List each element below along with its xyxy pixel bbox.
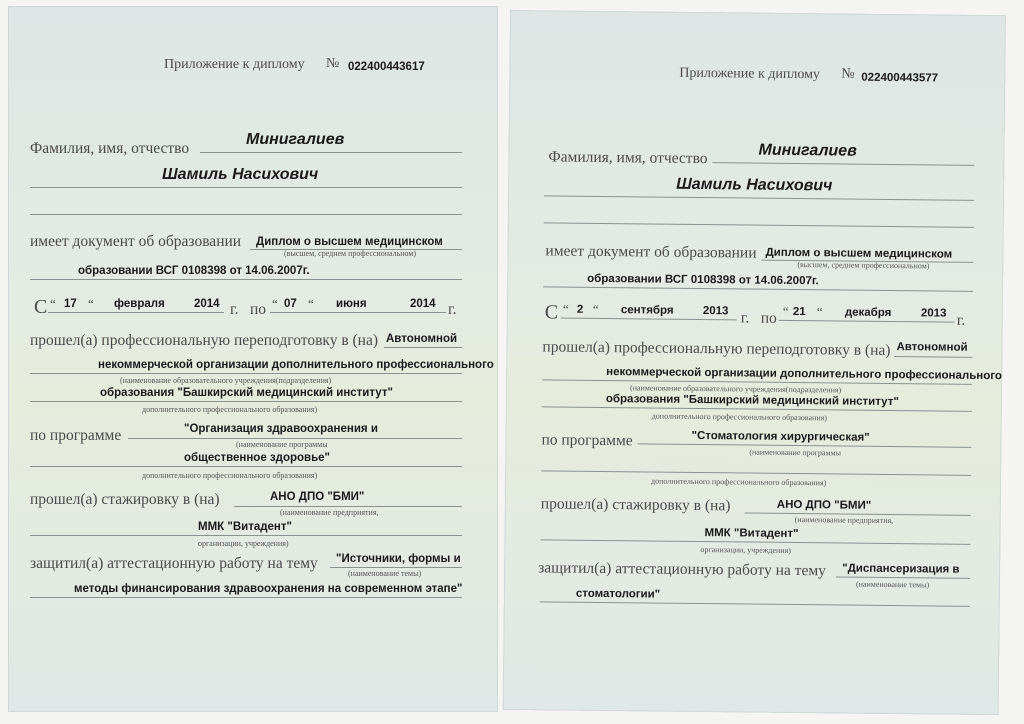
number-sign: №: [841, 66, 855, 82]
document-line-1: Диплом о высшем медицинском: [765, 246, 953, 261]
appendix-number: 022400443617: [348, 61, 425, 73]
retraining-label: прошел(а) профессиональную переподготовку в (на): [30, 332, 379, 349]
number-sign: №: [326, 56, 340, 71]
document-hint: (высшем, среднем профессиональном): [797, 260, 930, 271]
thesis-line-1: "Источники, формы и: [336, 553, 461, 565]
program-line-2: общественное здоровье": [184, 452, 331, 464]
surname: Минигалиев: [246, 131, 345, 148]
from-label: С: [34, 296, 48, 318]
year-suffix: г.: [740, 309, 750, 327]
to-label: по: [760, 309, 777, 327]
internship-hint-2: организации, учреждения): [198, 539, 289, 548]
end-day: 21: [792, 305, 806, 319]
quote-mark: “: [50, 296, 56, 311]
thesis-line-2: стоматологии": [575, 587, 661, 601]
internship-hint-2: организации, учреждения): [700, 545, 791, 555]
thesis-label: защитил(а) аттестационную работу на тему: [538, 559, 827, 580]
internship-organization: ММК "Витадент": [198, 521, 292, 533]
start-month: февраля: [114, 298, 165, 310]
start-year: 2014: [194, 298, 220, 310]
organization-hint-2: дополнительного профессионального образования): [142, 405, 318, 414]
year-suffix: г.: [956, 311, 966, 329]
quote-mark: “: [272, 296, 278, 311]
program-label: по программе: [30, 427, 122, 444]
quote-mark: “: [816, 304, 823, 320]
end-day: 07: [284, 298, 297, 310]
organization-line-3: образования "Башкирский медицинский институт": [100, 387, 393, 399]
internship-hint: (наименование предприятия,: [280, 508, 379, 517]
program-hint: (наименование программы: [236, 440, 328, 449]
surname: Минигалиев: [758, 141, 857, 160]
year-suffix: г.: [448, 301, 457, 318]
start-day: 17: [64, 298, 77, 310]
thesis-line-2: методы финансирования здравоохранения на современном этапе": [74, 583, 463, 595]
diploma-appendix-left: [8, 6, 498, 712]
retraining-label: прошел(а) профессиональную переподготовку в (на): [542, 338, 891, 360]
document-line-1: Диплом о высшем медицинском: [256, 236, 443, 248]
document-line-2: образовании ВСГ 0108398 от 14.06.2007г.: [587, 272, 819, 288]
organization-hint: (наименование образовательного учреждения(подразделения): [630, 383, 842, 395]
organization-hint: (наименование образовательного учреждения(подразделения): [120, 376, 332, 385]
thesis-label: защитил(а) аттестационную работу на тему: [30, 555, 318, 572]
end-year: 2013: [920, 307, 947, 320]
has-document-label: имеет документ об образовании: [30, 233, 242, 250]
internship-label: прошел(а) стажировку в (на): [540, 495, 731, 515]
quote-mark: “: [592, 301, 599, 317]
organization-line-2: некоммерческой организации дополнительного профессионального: [98, 359, 494, 371]
program-hint: (наименование программы: [749, 447, 842, 458]
document-hint: (высшем, среднем профессиональном): [284, 249, 417, 258]
fio-label: Фамилия, имя, отчество: [30, 140, 190, 157]
quote-mark: “: [562, 301, 569, 317]
thesis-line-1: "Диспансеризация в: [842, 562, 960, 576]
end-month: июня: [336, 298, 367, 310]
internship-place: АНО ДПО "БМИ": [270, 491, 365, 503]
organization-line-1: Автономной: [896, 341, 968, 354]
start-year: 2013: [702, 305, 729, 318]
given-names: Шамиль Насихович: [676, 175, 833, 195]
end-year: 2014: [410, 298, 436, 310]
program-hint-2: дополнительного профессионального образования): [142, 471, 318, 480]
start-day: 2: [576, 303, 584, 316]
quote-mark: “: [782, 303, 789, 319]
diploma-appendix-right: [503, 10, 1006, 715]
organization-hint-2: дополнительного профессионального образования): [651, 411, 828, 423]
end-month: декабря: [844, 306, 892, 320]
to-label: по: [250, 301, 267, 318]
start-month: сентября: [620, 304, 674, 317]
from-label: С: [544, 301, 559, 324]
quote-mark: “: [308, 296, 314, 311]
has-document-label: имеет документ об образовании: [545, 242, 757, 262]
internship-label: прошел(а) стажировку в (на): [30, 491, 220, 508]
year-suffix: г.: [230, 301, 239, 318]
document-line-2: образовании ВСГ 0108398 от 14.06.2007г.: [78, 265, 310, 277]
appendix-number: 022400443577: [861, 71, 939, 85]
program-line-1: "Стоматология хирургическая": [691, 429, 870, 444]
program-line-1: "Организация здравоохранения и: [184, 423, 378, 435]
internship-place: АНО ДПО "БМИ": [776, 498, 872, 512]
appendix-header-label: Приложение к диплому: [164, 57, 305, 72]
appendix-header-label: Приложение к диплому: [679, 65, 821, 83]
organization-line-3: образования "Башкирский медицинский институт": [605, 393, 899, 409]
thesis-hint: (наименование темы): [855, 579, 930, 590]
program-hint-2: дополнительного профессионального образования): [651, 476, 827, 488]
internship-organization: ММК "Витадент": [704, 527, 799, 541]
internship-hint: (наименование предприятия,: [794, 515, 894, 526]
given-names: Шамиль Насихович: [162, 166, 319, 183]
fio-label: Фамилия, имя, отчество: [548, 148, 708, 168]
organization-line-1: Автономной: [386, 333, 458, 345]
organization-line-2: некоммерческой организации дополнительного профессионального: [606, 366, 1003, 383]
thesis-hint: (наименование темы): [348, 569, 422, 578]
program-label: по программе: [541, 431, 633, 450]
quote-mark: “: [88, 296, 94, 311]
